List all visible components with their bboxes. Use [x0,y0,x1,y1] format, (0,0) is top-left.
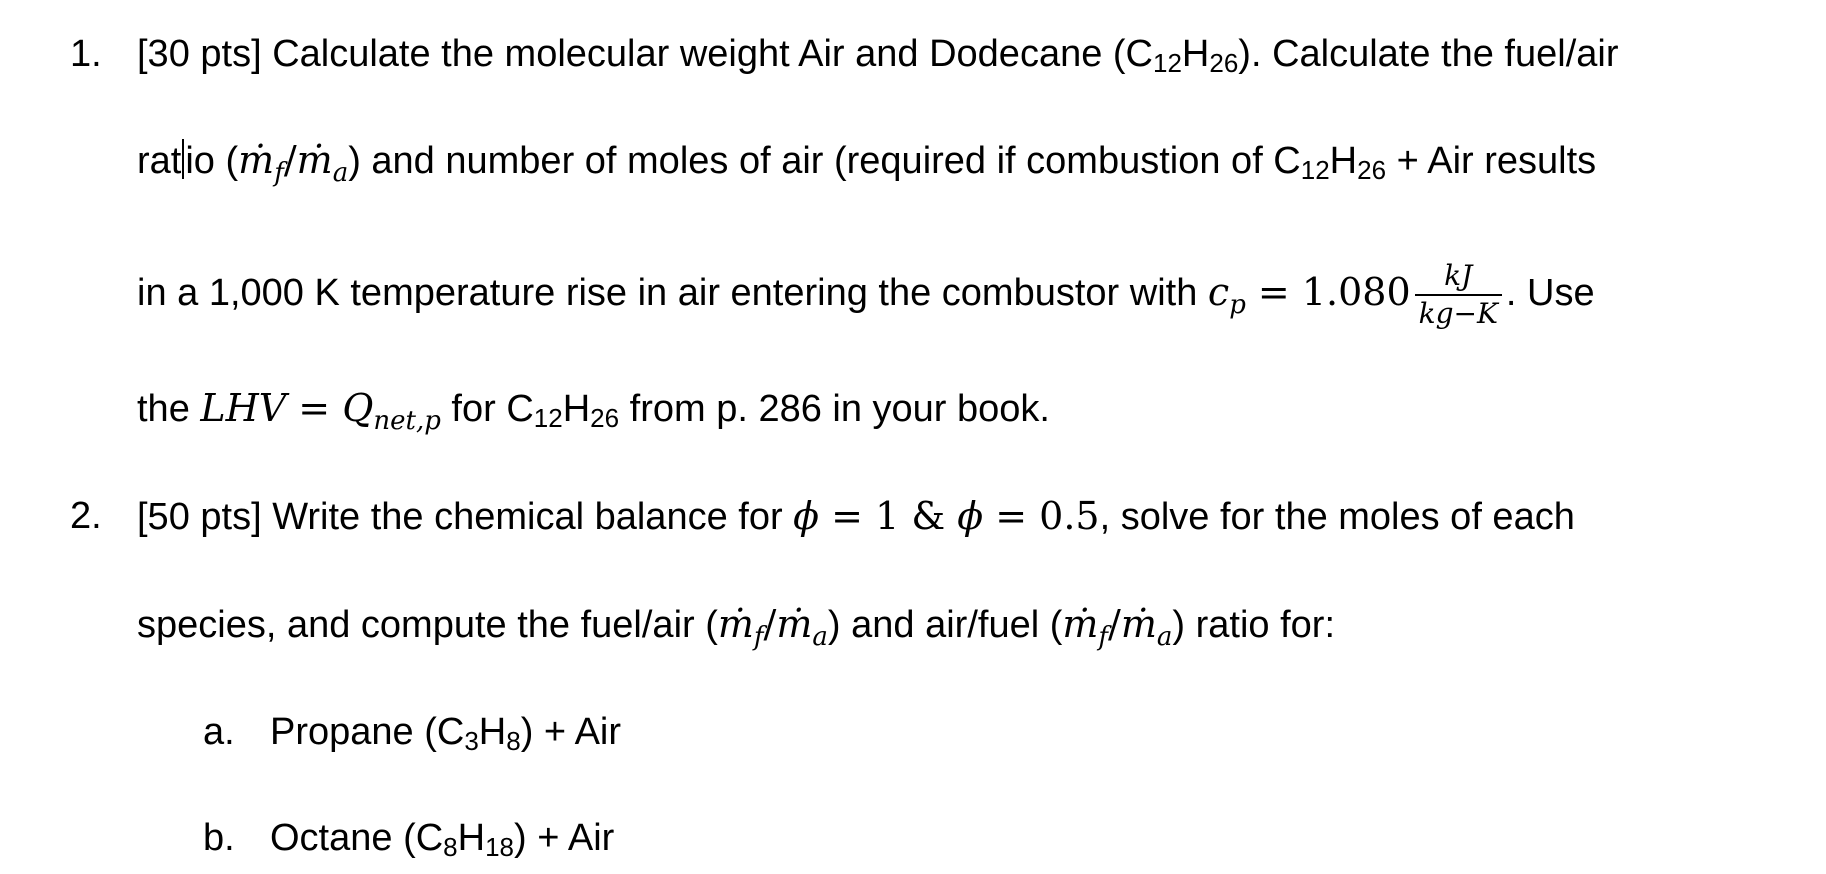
q1-line-1-part-a: [30 pts] Calculate the molecular weight Air and Dodecane (C [137,33,1153,75]
list-item-marker-a: a. [203,711,235,753]
q2-line-2 [137,602,1336,652]
phi-value-1: = 1 & [819,494,958,538]
q1-line-2-part-a1: rat [137,140,182,182]
mdot-a-symbol: ṁ [296,138,333,182]
octane-part-b: H [457,817,486,859]
q1-line-1-text [137,32,1618,76]
units-denominator: kg−K [1418,297,1498,330]
propane-part-c: ) + Air [520,711,622,753]
q1-line-2 [137,138,1597,188]
q1-line-4-part-d: from p. 286 in your book. [619,388,1050,430]
phi-symbol-1: ϕ [793,494,820,538]
list-item-propane [270,710,621,754]
q-subscript: net,p [373,406,441,436]
q1-line-2-sub-26: 26 [1357,155,1387,185]
q1-line-3-part-b: . Use [1505,272,1595,315]
q1-line-1 [137,32,1712,76]
phi-symbol-2: ϕ [957,494,984,538]
units-numerator: kJ [1415,260,1502,296]
propane-part-a: Propane (C [270,711,465,753]
ratio-slash: / [763,602,777,646]
q1-line-1-sub-12: 12 [1153,48,1182,78]
q1-line-2-part-d: + Air results [1386,140,1597,182]
q2-line-1 [137,494,1712,539]
q2-line-1-text [137,494,1575,539]
units-fraction [1415,260,1502,330]
mdot-f-symbol: ṁ [1062,602,1099,646]
q-symbol: Q [342,386,374,430]
list-item-marker-b: b. [203,817,235,859]
mdot-f-symbol: ṁ [717,602,754,646]
q2-line-1-part-b: , solve for the moles of each [1099,496,1575,538]
q1-line-3 [137,260,1595,330]
mdot-a-subscript: a [812,622,828,652]
q1-line-2-sub-12: 12 [1300,155,1330,185]
mdot-f-symbol: ṁ [238,138,275,182]
mdot-f-subscript: f [753,622,764,652]
q1-line-2-part-a2: io ( [185,140,239,182]
q1-line-2-part-c: H [1329,140,1358,182]
octane-part-c: ) + Air [514,817,615,859]
q1-line-1-part-b: H [1181,33,1210,75]
q1-line-4-part-c: H [562,388,591,430]
lhv-equals: = [286,386,343,430]
q1-line-1-part-c: ). Calculate the fuel/air [1238,33,1619,75]
cp-subscript: p [1229,290,1246,321]
q1-line-3-part-a: in a 1,000 K temperature rise in air entering the combustor with [137,272,1208,315]
q1-line-4-part-b: for C [440,388,534,430]
q2-line-2-part-c: ) ratio for: [1172,604,1336,646]
lhv-symbol: LHV [200,386,287,430]
mdot-f-subscript: f [274,158,284,188]
q1-line-4-sub-12: 12 [533,403,563,433]
propane-sub-h: 8 [506,726,521,756]
cp-symbol: c [1207,270,1230,315]
q1-line-1-sub-26: 26 [1209,48,1239,78]
list-item-octane [270,816,614,860]
q2-line-2-part-b: ) and air/fuel ( [827,604,1063,646]
cp-value: = 1.080 [1245,270,1411,315]
q2-line-2-part-a: species, and compute the fuel/air ( [137,604,718,646]
q1-line-4-sub-26: 26 [590,403,620,433]
mdot-a-symbol: ṁ [1120,602,1157,646]
q1-line-4-part-a: the [137,388,201,430]
octane-sub-c: 8 [443,832,458,862]
propane-sub-c: 3 [464,726,479,756]
q1-line-2-part-b: ) and number of moles of air (required if combustion of C [348,140,1301,182]
q1-line-4 [137,386,1050,436]
mdot-a-symbol: ṁ [776,602,813,646]
mdot-a-subscript: a [1156,622,1173,652]
q2-line-1-part-a: [50 pts] Write the chemical balance for [137,496,794,538]
propane-part-b: H [478,711,507,753]
octane-part-a: Octane (C [270,817,444,859]
ratio-slash: / [1108,602,1121,646]
ratio-slash: / [283,138,297,182]
phi-value-2: = 0.5 [983,494,1100,538]
mdot-f-subscript: f [1098,622,1109,652]
mdot-a-subscript: a [332,158,349,188]
octane-sub-h: 18 [485,832,515,862]
q1-number: 1. [70,33,102,75]
q2-number: 2. [70,495,102,537]
